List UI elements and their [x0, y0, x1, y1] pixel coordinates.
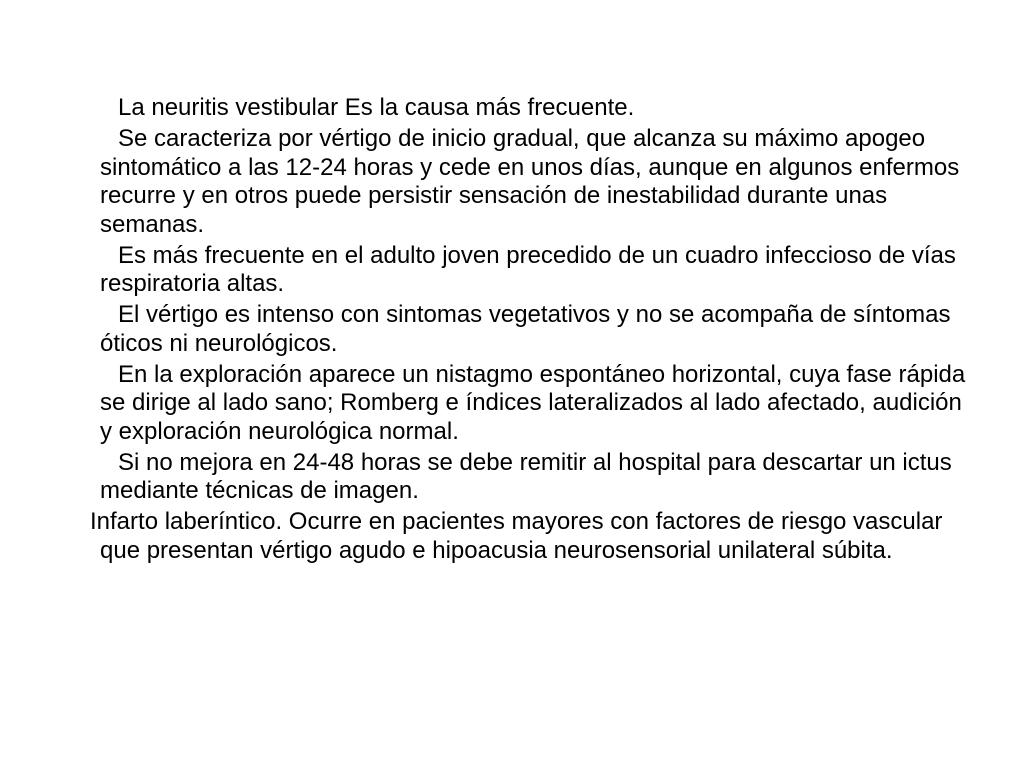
- paragraph-frequency: Es más frecuente en el adulto joven precedido de un cuadro infeccioso de vías respiratoria altas.: [100, 241, 956, 297]
- slide-body: [90, 94, 980, 568]
- paragraph-exploration: En la exploración aparece un nistagmo espontáneo horizontal, cuya fase rápida se dirige al lado sano; Romberg e índices lateralizados al lado afectado, audición y exploración neurológica normal.: [100, 360, 966, 445]
- paragraph-referral: Si no mejora en 24-48 horas se debe remitir al hospital para descartar un ictus mediante técnicas de imagen.: [100, 448, 952, 504]
- paragraph-neuritis-title: La neuritis vestibular Es la causa más frecuente.: [118, 94, 635, 121]
- paragraph-labyrinthine-infarction: Infarto laberíntico. Ocurre en pacientes mayores con factores de riesgo vascular que presentan vértigo agudo e hipoacusia neurosensorial unilateral súbita.: [90, 508, 943, 564]
- paragraph-characteristics: Se caracteriza por vértigo de inicio gradual, que alcanza su máximo apogeo sintomático a las 12-24 horas y cede en unos días, aunque en algunos enfermos recurre y en otros puede persistir sensación de inestabilidad durante unas semanas.: [100, 125, 960, 238]
- paragraph-vertigo-intensity: El vértigo es intenso con sintomas vegetativos y no se acompaña de síntomas óticos ni neurológicos.: [100, 301, 951, 357]
